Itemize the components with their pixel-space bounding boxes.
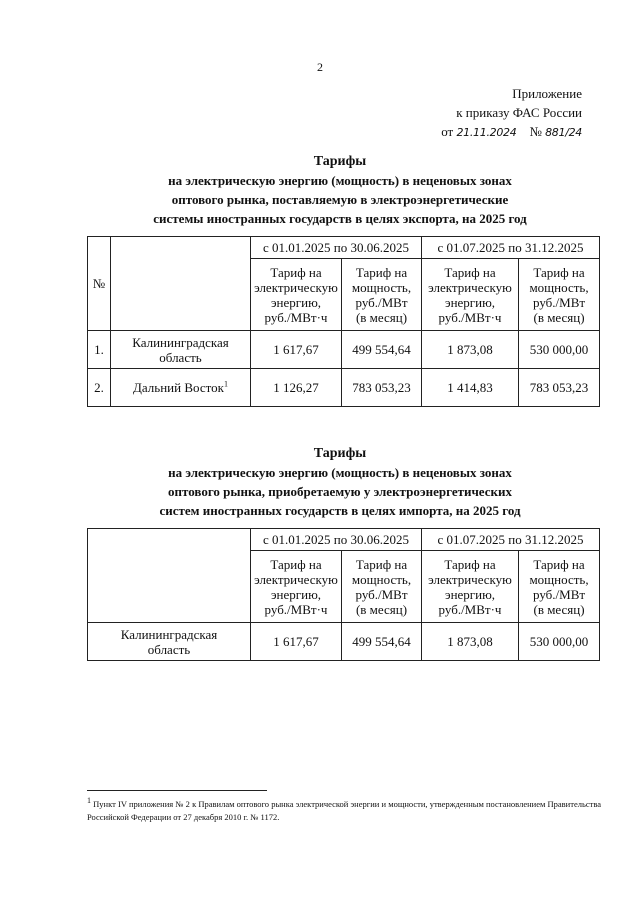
period-header: с 01.01.2025 по 30.06.2025 (251, 237, 422, 259)
date-prefix: от (441, 124, 454, 139)
column-header: Тариф на электрическую энергию, руб./МВт·ч (422, 259, 519, 331)
row-number: 2. (88, 369, 111, 407)
region-cell: Калининградская область (88, 623, 251, 661)
table1-subtitle-line: оптового рынка, поставляемую в электроэнергетические (171, 192, 509, 207)
table1-subtitle-line: на электрическую энергию (мощность) в неценовых зонах (168, 173, 512, 188)
handwritten-date: 21.11.2024 (456, 126, 517, 139)
footnote-mark: 1 (223, 379, 228, 389)
table2-subtitle-line: на электрическую энергию (мощность) в неценовых зонах (168, 465, 512, 480)
appendix-label: Приложение (512, 86, 582, 101)
value-cell: 499 554,64 (342, 331, 422, 369)
period-header: с 01.07.2025 по 31.12.2025 (422, 237, 600, 259)
footnote (87, 798, 601, 824)
import-tariff-table (87, 528, 600, 661)
order-date-number (441, 122, 582, 142)
appendix-block (441, 84, 582, 142)
table1-heading (0, 152, 640, 228)
footnote-divider (87, 790, 267, 791)
column-header: Тариф на электрическую энергию, руб./МВт·ч (251, 259, 342, 331)
value-cell: 1 414,83 (422, 369, 519, 407)
period-header: с 01.01.2025 по 30.06.2025 (251, 529, 422, 551)
column-header: Тариф на мощность, руб./МВт (в месяц) (519, 551, 600, 623)
table-row (88, 623, 600, 661)
period-header: с 01.07.2025 по 31.12.2025 (422, 529, 600, 551)
footnote-mark: 1 (87, 796, 91, 806)
value-cell: 1 873,08 (422, 331, 519, 369)
export-tariff-table (87, 236, 600, 407)
table2-subtitle-line: систем иностранных государств в целях импорта, на 2025 год (159, 503, 521, 518)
value-cell: 1 126,27 (251, 369, 342, 407)
column-header: Тариф на мощность, руб./МВт (в месяц) (519, 259, 600, 331)
number-header: № (88, 237, 111, 331)
column-header: Тариф на мощность, руб./МВт (в месяц) (342, 259, 422, 331)
table-row (88, 331, 600, 369)
number-prefix: № (529, 124, 542, 139)
row-number: 1. (88, 331, 111, 369)
table1-subtitle-line: системы иностранных государств в целях экспорта, на 2025 год (153, 211, 527, 226)
order-reference: к приказу ФАС России (456, 105, 582, 120)
column-header: Тариф на электрическую энергию, руб./МВт·ч (251, 551, 342, 623)
column-header: Тариф на электрическую энергию, руб./МВт·ч (422, 551, 519, 623)
table2-title: Тарифы (313, 446, 367, 461)
handwritten-number: 881/24 (545, 126, 582, 139)
region-header (88, 529, 251, 623)
value-cell: 1 617,67 (251, 623, 342, 661)
table2-subtitle-line: оптового рынка, приобретаемую у электроэнергетических (168, 484, 512, 499)
value-cell: 530 000,00 (519, 331, 600, 369)
region-cell: Дальний Восток$^1$ (111, 369, 251, 407)
value-cell: 530 000,00 (519, 623, 600, 661)
column-header: Тариф на мощность, руб./МВт (в месяц) (342, 551, 422, 623)
value-cell: 1 873,08 (422, 623, 519, 661)
table1-title: Тарифы (313, 154, 367, 169)
page-number: 2 (317, 60, 323, 74)
table-row (88, 369, 600, 407)
value-cell: 783 053,23 (519, 369, 600, 407)
value-cell: 499 554,64 (342, 623, 422, 661)
footnote-text: Пункт IV приложения № 2 к Правилам оптового рынка электрической энергии и мощности, утвержденным постановлением Правительства Российской Федерации от 27 декабря 2010 г. № 1172. (87, 799, 601, 822)
value-cell: 783 053,23 (342, 369, 422, 407)
region-cell: Калининградская область (111, 331, 251, 369)
region-header (111, 237, 251, 331)
value-cell: 1 617,67 (251, 331, 342, 369)
table2-heading (0, 444, 640, 520)
